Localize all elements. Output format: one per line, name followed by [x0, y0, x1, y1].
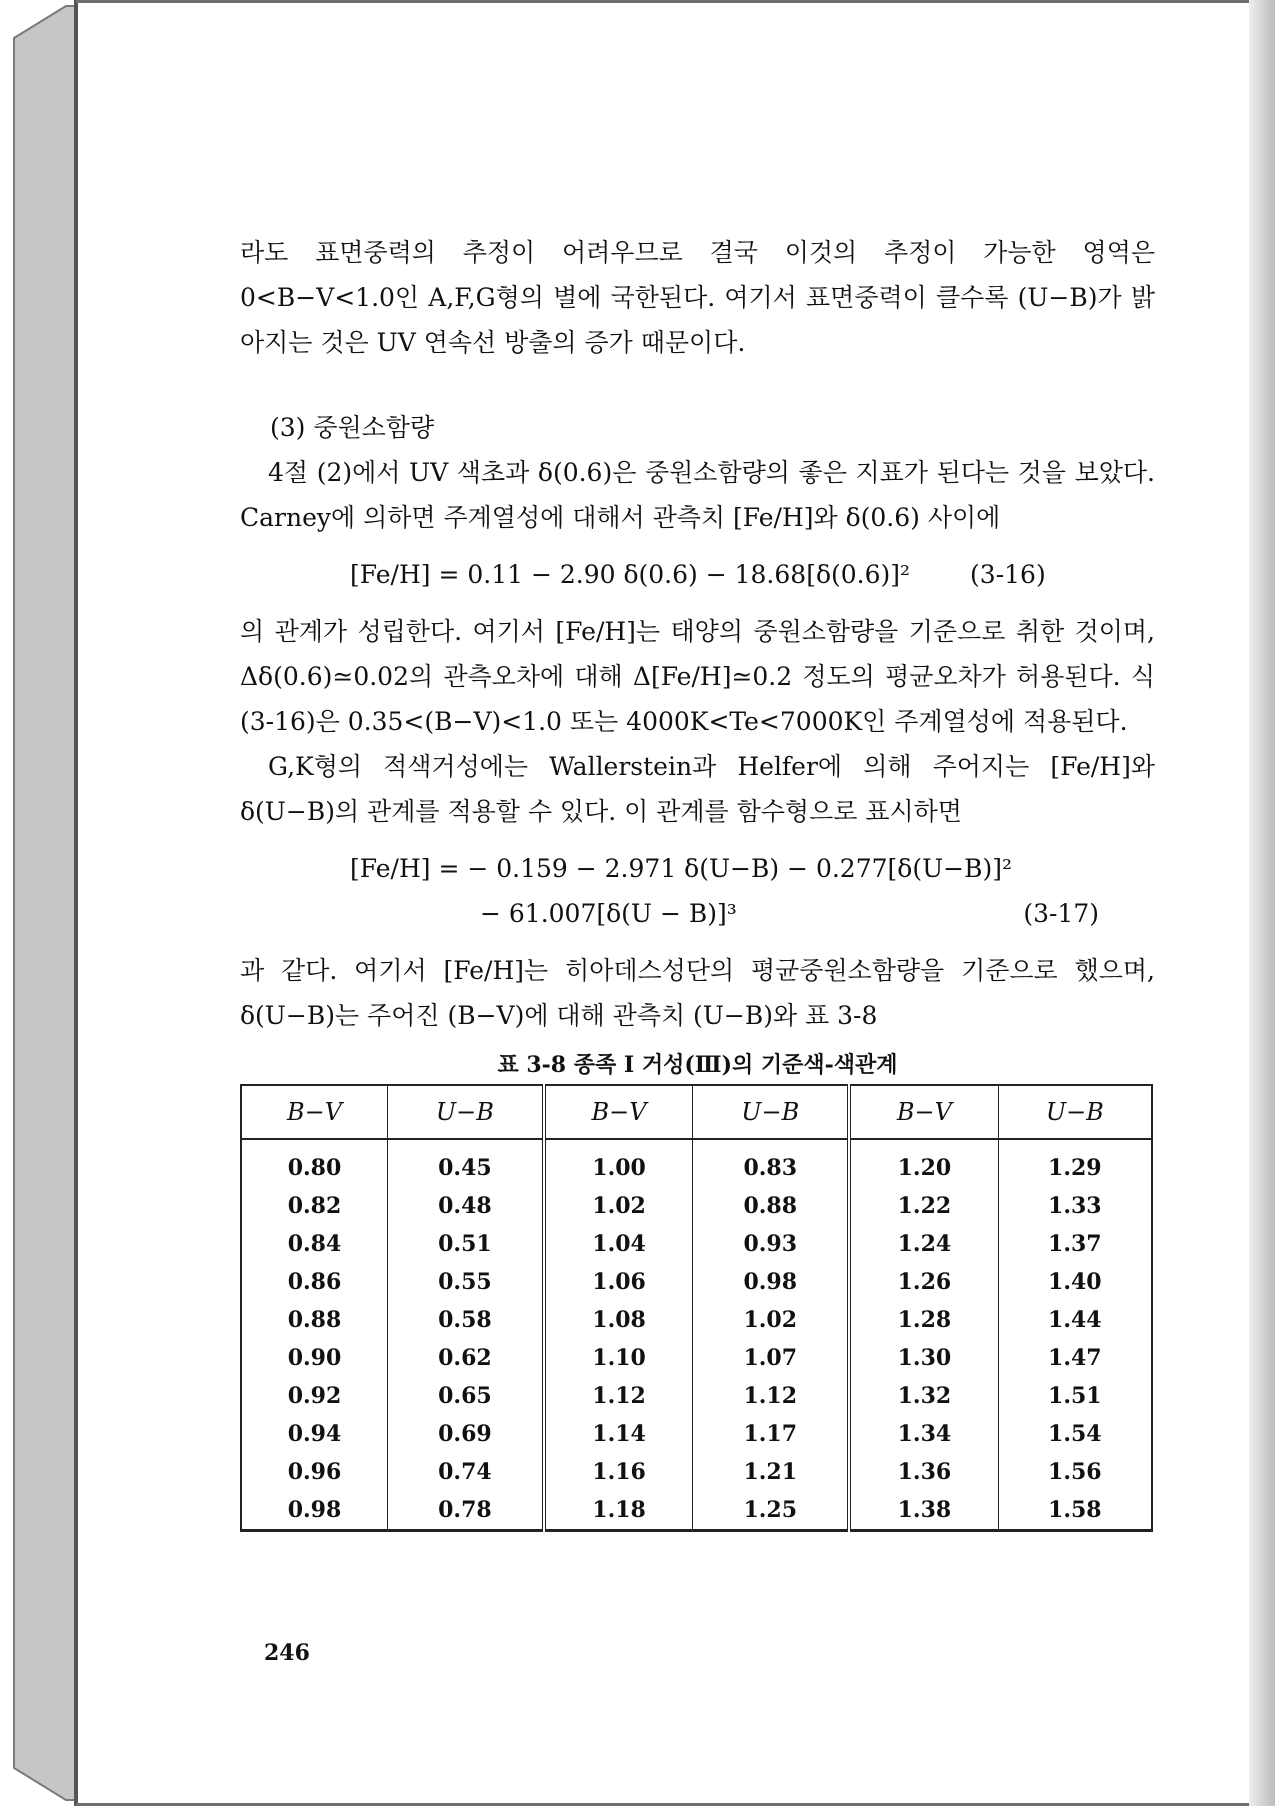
table-cell: 1.44: [998, 1301, 1152, 1339]
table-cell: 0.83: [693, 1139, 849, 1187]
table-cell: 1.51: [998, 1377, 1152, 1415]
table-cell: 1.34: [849, 1415, 998, 1453]
table-cell: 1.02: [693, 1301, 849, 1339]
table-row: [241, 1377, 1152, 1415]
table-cell: 0.88: [693, 1187, 849, 1225]
table-cell: 1.00: [544, 1139, 693, 1187]
intro-paragraph: 라도 표면중력의 추정이 어려우므로 결국 이것의 추정이 가능한 영역은 0<B−V<1.0인 A,F,G형의 별에 국한된다. 여기서 표면중력이 클수록 (U−B)가 밝아지는 것은 UV 연속선 방출의 증가 때문이다.: [240, 238, 1155, 357]
table-cell: 1.56: [998, 1453, 1152, 1491]
page-number: 246: [264, 1640, 310, 1666]
table-cell: 1.08: [544, 1301, 693, 1339]
table-cell: 0.51: [388, 1225, 544, 1263]
header-b-v: B−V: [849, 1085, 998, 1139]
table-cell: 1.33: [998, 1187, 1152, 1225]
table-row: [241, 1263, 1152, 1301]
table-cell: 1.12: [544, 1377, 693, 1415]
table-cell: 1.36: [849, 1453, 998, 1491]
table-cell: 0.98: [241, 1491, 388, 1531]
table-cell: 1.29: [998, 1139, 1152, 1187]
table-row: [241, 1453, 1152, 1491]
table-cell: 0.80: [241, 1139, 388, 1187]
table-cell: 1.28: [849, 1301, 998, 1339]
table-cell: 1.02: [544, 1187, 693, 1225]
table-caption: 표 3-8 종족 I 거성(Ⅲ)의 기준색-색관계: [497, 1052, 898, 1078]
header-u-b: U−B: [388, 1085, 544, 1139]
table-cell: 1.10: [544, 1339, 693, 1377]
table-cell: 1.21: [693, 1453, 849, 1491]
equation-3-16-text: [Fe/H] = 0.11 − 2.90 δ(0.6) − 18.68[δ(0.6)]²: [350, 560, 911, 589]
paragraph-after-equation: 과 같다. 여기서 [Fe/H]는 히아데스성단의 평균중원소함량을 기준으로 했으며, δ(U−B)는 주어진 (B−V)에 대해 관측치 (U−B)와 표 3-8: [240, 956, 1155, 1030]
table-cell: 1.06: [544, 1263, 693, 1301]
table-cell: 0.58: [388, 1301, 544, 1339]
table-row: [241, 1139, 1152, 1187]
paragraph-relation: 의 관계가 성립한다. 여기서 [Fe/H]는 태양의 중원소함량을 기준으로 취한 것이며, Δδ(0.6)≃0.02의 관측오차에 대해 Δ[Fe/H]≃0.2 정도의 평균오차가 허용된다. 식 (3-16)은 0.35<(B−V)<1.0 또는 4000K<Te<7000K인 주계열성에 적용된다.: [240, 617, 1155, 736]
header-b-v: B−V: [241, 1085, 388, 1139]
equation-3-16: [240, 552, 1155, 597]
table-cell: 1.37: [998, 1225, 1152, 1263]
page-right-shadow: [1249, 0, 1275, 1806]
table-cell: 1.25: [693, 1491, 849, 1531]
table-cell: 0.55: [388, 1263, 544, 1301]
table-cell: 0.90: [241, 1339, 388, 1377]
book-spine-decoration: [0, 0, 76, 1806]
table-cell: 0.84: [241, 1225, 388, 1263]
color-color-table: [240, 1084, 1153, 1532]
table-cell: 1.16: [544, 1453, 693, 1491]
table-cell: 1.54: [998, 1415, 1152, 1453]
equation-3-17-row2: [240, 891, 1155, 936]
table-cell: 0.93: [693, 1225, 849, 1263]
table-cell: 1.07: [693, 1339, 849, 1377]
header-u-b: U−B: [998, 1085, 1152, 1139]
page-content: [240, 230, 1155, 1532]
table-cell: 1.17: [693, 1415, 849, 1453]
paragraph-gk-giants: G,K형의 적색거성에는 Wallerstein과 Helfer에 의해 주어지는 [Fe/H]와 δ(U−B)의 관계를 적용할 수 있다. 이 관계를 함수형으로 표시하면: [240, 752, 1155, 826]
table-row: [241, 1339, 1152, 1377]
table-cell: 0.45: [388, 1139, 544, 1187]
table-row: [241, 1187, 1152, 1225]
table-cell: 0.78: [388, 1491, 544, 1531]
equation-3-17: [240, 846, 1155, 936]
table-row: [241, 1301, 1152, 1339]
paragraph-carney: 4절 (2)에서 UV 색초과 δ(0.6)은 중원소함량의 좋은 지표가 된다는 것을 보았다. Carney에 의하면 주계열성에 대해서 관측치 [Fe/H]와 δ(0.6) 사이에: [240, 458, 1155, 532]
table-cell: 0.62: [388, 1339, 544, 1377]
header-b-v: B−V: [544, 1085, 693, 1139]
table-cell: 0.86: [241, 1263, 388, 1301]
table-cell: 1.12: [693, 1377, 849, 1415]
table-cell: 0.69: [388, 1415, 544, 1453]
table-cell: 1.04: [544, 1225, 693, 1263]
equation-3-17-line1: [Fe/H] = − 0.159 − 2.971 δ(U−B) − 0.277[δ(U−B)]²: [350, 854, 1012, 883]
table-row: [241, 1225, 1152, 1263]
table-cell: 0.65: [388, 1377, 544, 1415]
table-cell: 0.96: [241, 1453, 388, 1491]
table-cell: 1.47: [998, 1339, 1152, 1377]
table-cell: 1.20: [849, 1139, 998, 1187]
table-cell: 1.32: [849, 1377, 998, 1415]
table-cell: 0.82: [241, 1187, 388, 1225]
table-cell: 0.92: [241, 1377, 388, 1415]
table-cell: 0.98: [693, 1263, 849, 1301]
equation-3-17-line2: − 61.007[δ(U − B)]³: [480, 899, 737, 928]
equation-3-17-number: (3-17): [1023, 899, 1099, 928]
table-cell: 1.58: [998, 1491, 1152, 1531]
section-heading: (3) 중원소함량: [270, 413, 435, 442]
table-body: [241, 1139, 1152, 1531]
table-cell: 1.14: [544, 1415, 693, 1453]
table-cell: 1.24: [849, 1225, 998, 1263]
page-left-edge: [74, 0, 78, 1806]
table-cell: 1.18: [544, 1491, 693, 1531]
equation-3-16-number: (3-16): [970, 560, 1046, 589]
table-cell: 0.48: [388, 1187, 544, 1225]
table-cell: 1.38: [849, 1491, 998, 1531]
table-cell: 1.40: [998, 1263, 1152, 1301]
header-u-b: U−B: [693, 1085, 849, 1139]
table-header-row: [241, 1085, 1152, 1139]
page-top-edge: [76, 0, 1275, 3]
table-cell: 1.30: [849, 1339, 998, 1377]
table-cell: 0.88: [241, 1301, 388, 1339]
table-cell: 0.74: [388, 1453, 544, 1491]
table-row: [241, 1491, 1152, 1531]
table-cell: 0.94: [241, 1415, 388, 1453]
table-row: [241, 1415, 1152, 1453]
table-cell: 1.22: [849, 1187, 998, 1225]
table-cell: 1.26: [849, 1263, 998, 1301]
